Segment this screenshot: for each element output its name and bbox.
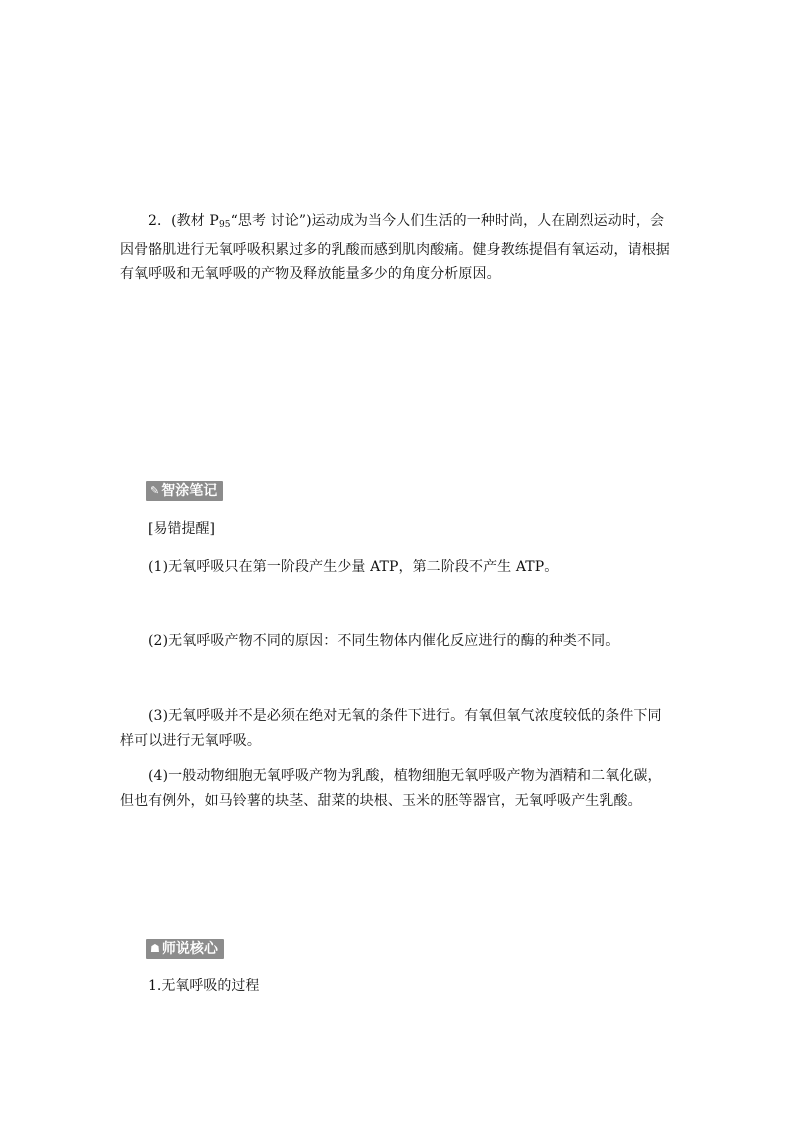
core-badge-label: 师说核心 xyxy=(161,941,218,957)
error-reminder-header: [易错提醒] xyxy=(148,521,215,537)
question-2 xyxy=(120,209,675,287)
question-number: 2． xyxy=(148,213,172,229)
notes-badge-label: 智涂笔记 xyxy=(161,483,218,499)
question-text: “思考 讨论”)运动成为当今人们生活的一种时尚，人在剧烈运动时，会因骨骼肌进行无氧呼吸积累过多的乳酸而感到肌肉酸痛。健身教练提倡有氧运动，请根据有氧呼吸和无氧呼吸的产物及释放能量多少的角度分析原因。 xyxy=(120,213,670,282)
error-item-1: (1)无氧呼吸只在第一阶段产生少量 ATP，第二阶段不产生 ATP。 xyxy=(148,559,559,575)
teacher-icon: ☗ xyxy=(150,942,160,955)
error-item-3: (3)无氧呼吸并不是必须在绝对无氧的条件下进行。有氧但氧气浓度较低的条件下同样可以进行无氧呼吸。 xyxy=(120,708,662,749)
core-badge xyxy=(146,939,224,959)
error-item-2: (2)无氧呼吸产物不同的原因：不同生物体内催化反应进行的酶的种类不同。 xyxy=(148,633,620,649)
section-1-title: 1.无氧呼吸的过程 xyxy=(148,978,260,994)
page-subscript: 95 xyxy=(218,220,231,230)
error-item-4: (4)一般动物细胞无氧呼吸产物为乳酸，植物细胞无氧呼吸产物为酒精和二氧化碳，但也有例外，如马铃薯的块茎、甜菜的块根、玉米的胚等器官，无氧呼吸产生乳酸。 xyxy=(120,768,662,809)
pencil-icon: ✎ xyxy=(150,484,160,497)
question-source-prefix: (教材 P xyxy=(171,213,219,229)
notes-badge xyxy=(146,481,223,501)
